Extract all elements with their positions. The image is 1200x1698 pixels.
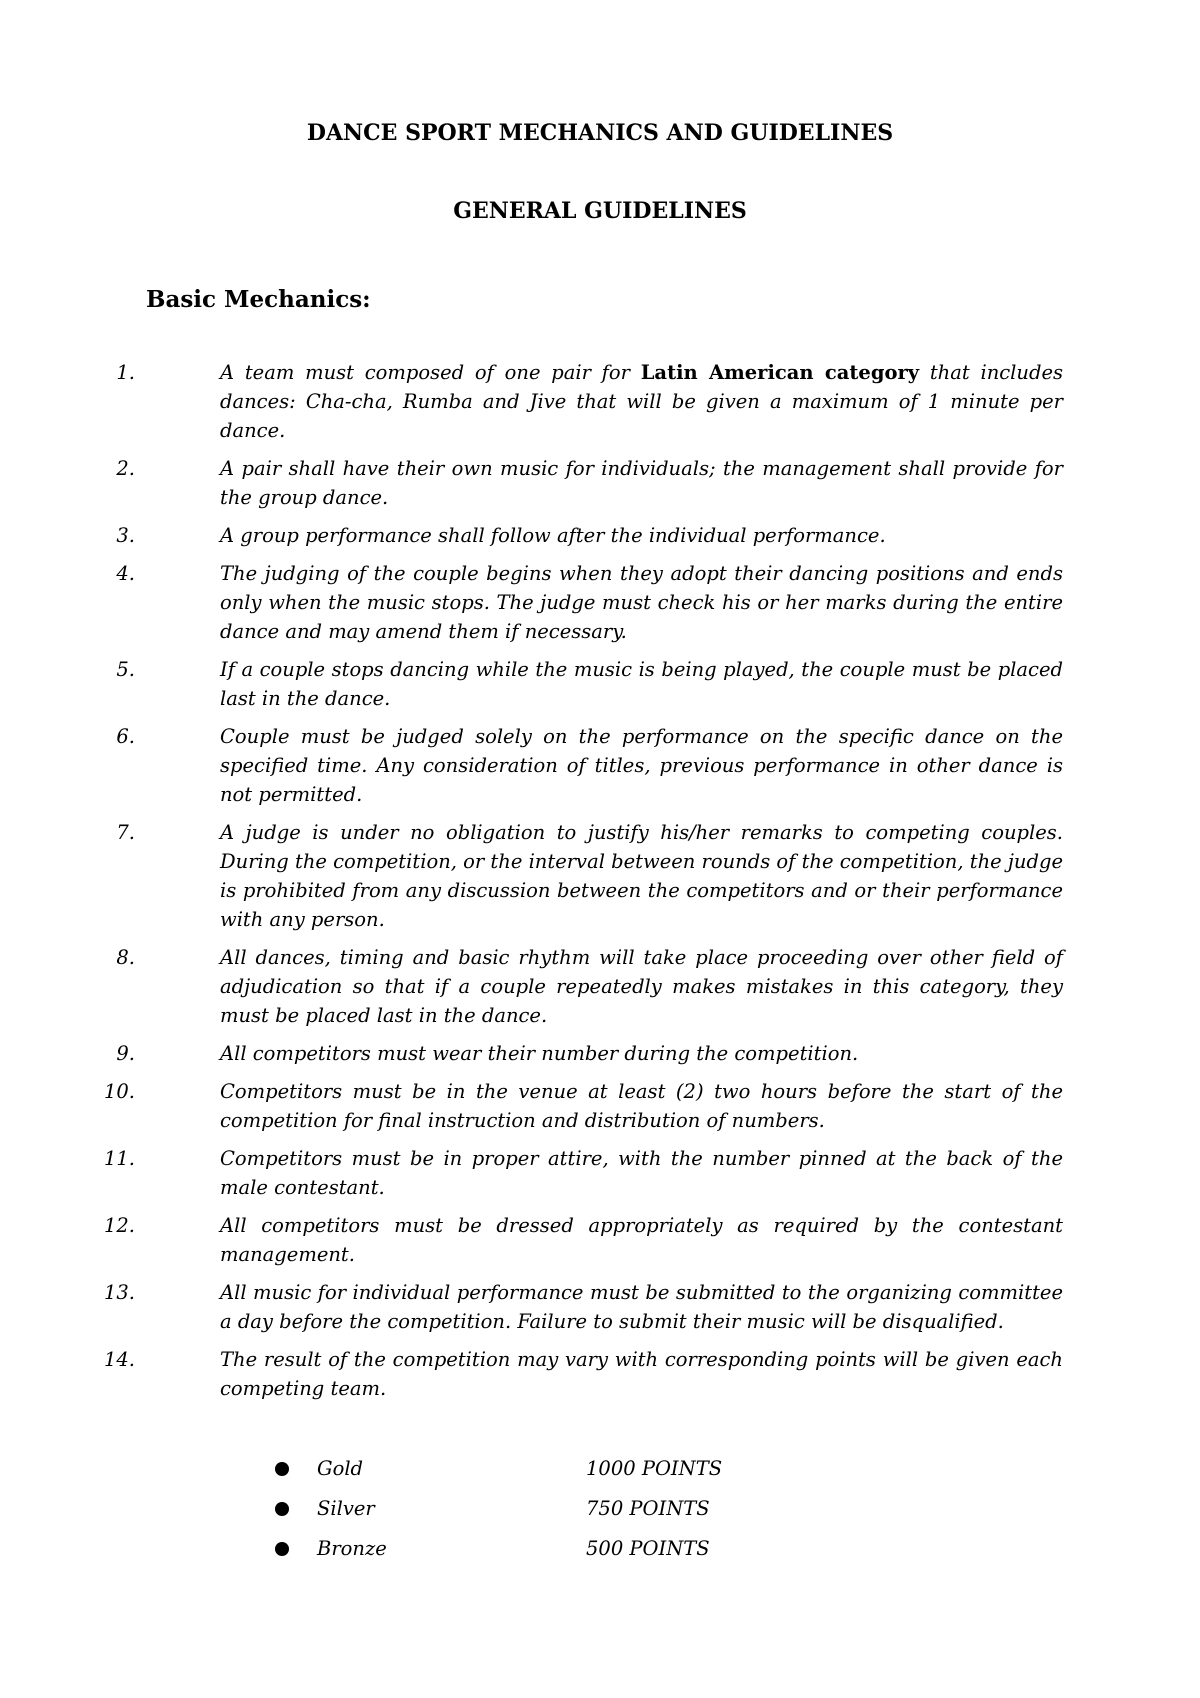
item-text: All competitors must wear their number during the competition. xyxy=(220,1042,859,1065)
list-item xyxy=(0,1077,1200,1135)
item-number: 7. xyxy=(116,821,135,844)
document-subtitle: GENERAL GUIDELINES xyxy=(453,198,747,224)
item-text: A pair shall have their own music for individuals; the management shall provide for the group dance. xyxy=(220,457,1063,509)
list-item xyxy=(0,358,1200,445)
item-text: A group performance shall follow after the individual performance. xyxy=(220,524,886,547)
section-heading: Basic Mechanics: xyxy=(146,286,371,313)
points-list xyxy=(0,1449,1200,1569)
item-text: A judge is under no obligation to justify his/her remarks to competing couples. During the competition, or the interval between rounds of the competition, the judge is prohibited from any discussion between the competitors and or their performance with any person. xyxy=(220,821,1063,931)
points-value: 1000 POINTS xyxy=(586,1457,723,1480)
medal-label: Gold xyxy=(317,1457,364,1480)
item-text: All competitors must be dressed appropriately as required by the contestant management. xyxy=(220,1214,1063,1266)
item-text-post: that includes dances: Cha-cha, Rumba and Jive that will be given a maximum of 1 minute per dance. xyxy=(220,361,1064,442)
medal-label: Silver xyxy=(317,1497,375,1520)
list-item xyxy=(0,1278,1200,1336)
points-row-silver xyxy=(0,1489,1200,1529)
item-number: 11. xyxy=(103,1147,135,1170)
list-item xyxy=(0,818,1200,934)
points-value: 750 POINTS xyxy=(586,1497,710,1520)
item-number: 9. xyxy=(116,1042,135,1065)
list-item xyxy=(0,655,1200,713)
item-number: 8. xyxy=(116,946,135,969)
item-number: 13. xyxy=(103,1281,135,1304)
points-row-gold xyxy=(0,1449,1200,1489)
points-value: 500 POINTS xyxy=(586,1537,710,1560)
item-number: 2. xyxy=(116,457,135,480)
item-number: 3. xyxy=(116,524,135,547)
list-item xyxy=(0,1039,1200,1068)
item-number: 10. xyxy=(103,1080,135,1103)
bullet-icon xyxy=(275,1462,289,1476)
item-text: All music for individual performance must be submitted to the organizing committee a day before the competition. Failure to submit their music will be disqualified. xyxy=(220,1281,1063,1333)
item-text: The judging of the couple begins when they adopt their dancing positions and ends only when the music stops. The judge must check his or her marks during the entire dance and may amend them if necessary. xyxy=(220,562,1063,643)
item-number: 14. xyxy=(103,1348,135,1371)
list-item xyxy=(0,559,1200,646)
list-item xyxy=(0,1345,1200,1403)
points-row-bronze xyxy=(0,1529,1200,1569)
document-title: DANCE SPORT MECHANICS AND GUIDELINES xyxy=(306,120,894,146)
item-text: The result of the competition may vary with corresponding points will be given each competing team. xyxy=(220,1348,1063,1400)
medal-label: Bronze xyxy=(317,1537,387,1560)
list-item xyxy=(0,521,1200,550)
list-item xyxy=(0,1144,1200,1202)
item-text: Couple must be judged solely on the performance on the specific dance on the specified time. Any consideration of titles, previous performance in other dance is not permitted. xyxy=(220,725,1063,806)
bullet-icon xyxy=(275,1502,289,1516)
item-text: Competitors must be in proper attire, with the number pinned at the back of the male contestant. xyxy=(220,1147,1063,1199)
item-text-bold: Latin American category xyxy=(640,361,920,384)
item-number: 4. xyxy=(116,562,135,585)
item-number: 6. xyxy=(116,725,135,748)
item-text: All dances, timing and basic rhythm will take place proceeding over other field of adjudication so that if a couple repeatedly makes mistakes in this category, they must be placed last in the dance. xyxy=(220,946,1063,1027)
item-text-pre: A team must composed of one pair for xyxy=(220,361,641,384)
item-number: 12. xyxy=(103,1214,135,1237)
guidelines-list xyxy=(0,358,1200,1403)
item-number: 1. xyxy=(116,361,135,384)
list-item xyxy=(0,1211,1200,1269)
item-number: 5. xyxy=(116,658,135,681)
list-item xyxy=(0,454,1200,512)
list-item xyxy=(0,722,1200,809)
list-item xyxy=(0,943,1200,1030)
item-text: If a couple stops dancing while the music is being played, the couple must be placed last in the dance. xyxy=(220,658,1063,710)
item-text: Competitors must be in the venue at least (2) two hours before the start of the competition for final instruction and distribution of numbers. xyxy=(220,1080,1063,1132)
bullet-icon xyxy=(275,1542,289,1556)
